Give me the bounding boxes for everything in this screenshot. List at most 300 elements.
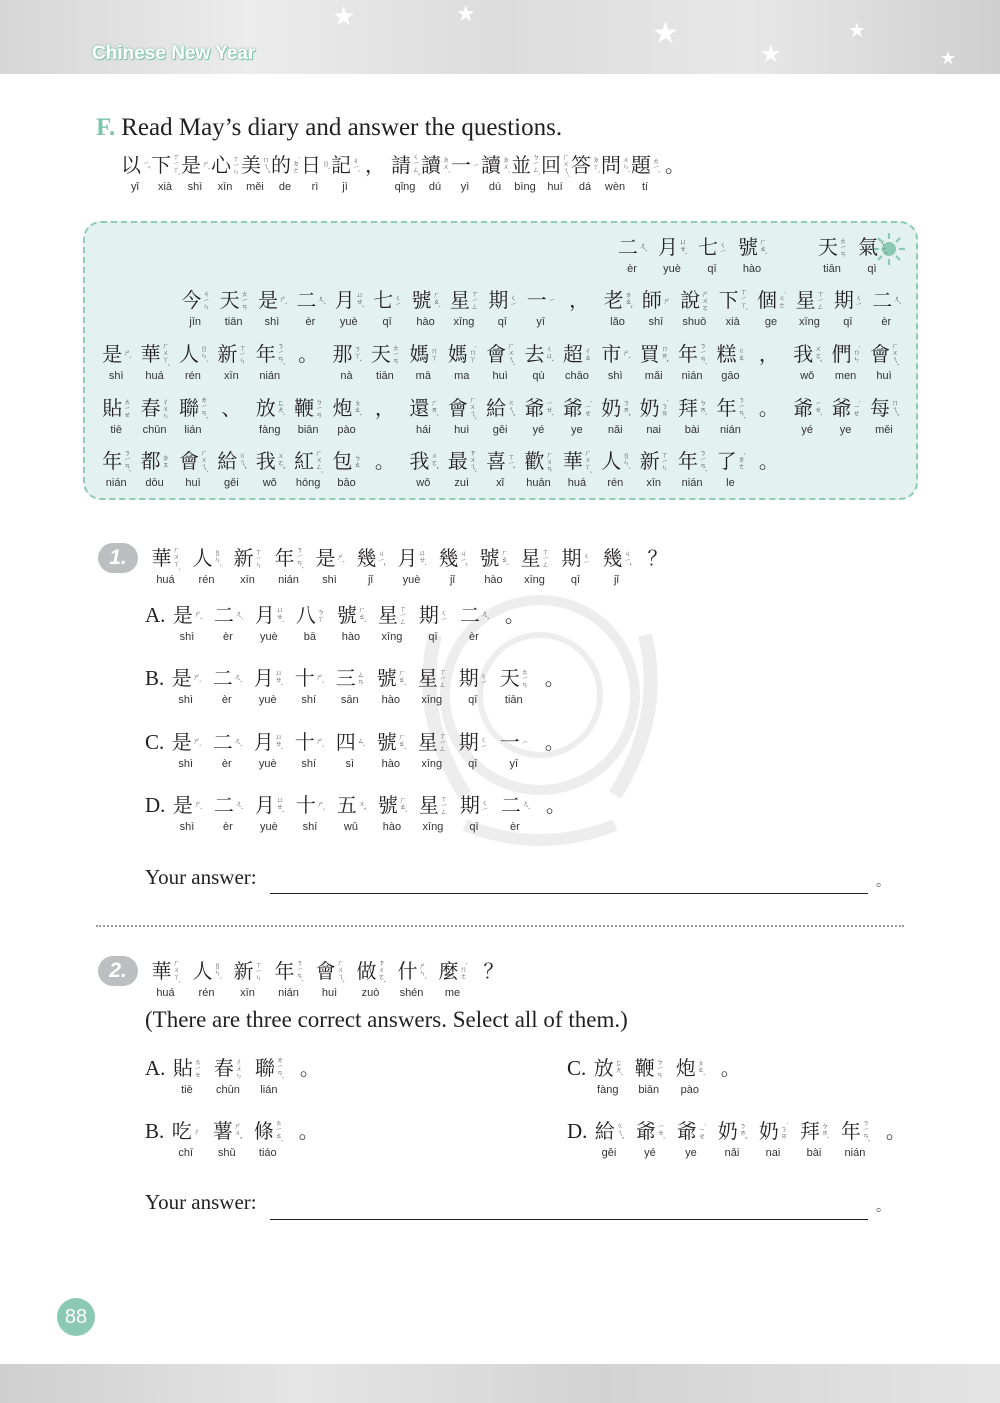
zhuyin-text: ㄋㄚˋ <box>353 345 362 363</box>
pinyin-text: xīn <box>224 370 239 382</box>
zhuyin-text: ㄩㄝˋ <box>275 606 284 624</box>
char-unit <box>329 727 370 771</box>
pinyin-text: ye <box>839 424 852 436</box>
hanzi-char: 星 <box>418 793 439 817</box>
char-top <box>451 150 479 180</box>
zhuyin-text: ㄑㄧ <box>480 798 489 812</box>
char-top <box>299 1116 319 1146</box>
char-unit <box>670 1116 711 1160</box>
pinyin-text: gěi <box>224 477 239 489</box>
zhuyin-text: ㄕˋ <box>336 552 345 564</box>
zhuyin-text: ㄇㄚ <box>430 347 439 361</box>
hanzi-char: 麼 <box>438 959 459 983</box>
q2-option-c[interactable] <box>567 1053 751 1097</box>
hanzi-char: 號 <box>377 793 398 817</box>
char-top <box>254 663 282 693</box>
char-unit <box>135 446 173 490</box>
hanzi-char: 二 <box>213 603 234 627</box>
zhuyin-text: ㄐㄧˇ <box>623 549 632 567</box>
hanzi-char: 期 <box>561 546 582 570</box>
char-top <box>221 393 241 423</box>
zhuyin-text: ㄏㄨㄚˊ <box>172 958 181 984</box>
char-unit <box>480 150 510 194</box>
hanzi-char: 。 <box>298 342 319 366</box>
hanzi-char: 一 <box>499 730 520 754</box>
char-top <box>759 446 779 476</box>
pinyin-text: qī <box>469 821 479 833</box>
char-top <box>716 393 744 423</box>
char-unit <box>135 393 173 437</box>
hanzi-char: 號 <box>479 546 500 570</box>
char-top <box>298 339 318 369</box>
zhuyin-text: ㄑㄧ <box>439 608 448 622</box>
pinyin-text: shì <box>179 821 195 833</box>
zhuyin-text: ㄕˋ <box>202 159 210 171</box>
char-unit <box>288 727 329 771</box>
zhuyin-text: ㄐㄧˇ <box>377 549 386 567</box>
zhuyin-text: ㄉㄚˊ <box>592 156 600 174</box>
zhuyin-text: ㄑㄧ <box>854 293 863 307</box>
zhuyin-text: ㄖㄣˊ <box>199 345 208 363</box>
pinyin-text: shì <box>264 316 280 328</box>
zhuyin-text: ㄈㄤˋ <box>614 1059 623 1077</box>
pinyin-text: fàng <box>597 1084 619 1096</box>
char-top <box>680 285 708 315</box>
pinyin-text: xīng <box>524 574 545 586</box>
pinyin-text: qī <box>497 316 507 328</box>
hanzi-char: 炮 <box>332 396 353 420</box>
page-number: 88 <box>57 1298 95 1336</box>
char-top <box>336 663 364 693</box>
char-top <box>418 727 446 757</box>
hanzi-char: 了 <box>716 449 737 473</box>
answer-field[interactable] <box>270 1219 868 1220</box>
zhuyin-text: ㄕㄨˇ <box>233 1122 242 1140</box>
q1-option-a[interactable] <box>145 600 535 644</box>
hanzi-char: 是 <box>102 342 123 366</box>
q2-option-b[interactable] <box>145 1116 329 1160</box>
zhuyin-text: ㄏㄨㄟˋ <box>336 958 345 984</box>
hanzi-char: 華 <box>151 546 172 570</box>
zhuyin-text: ˙ㄋㄞ <box>779 1122 788 1140</box>
pinyin-text: ye <box>571 424 583 436</box>
hanzi-char: 每 <box>870 396 890 420</box>
hanzi-char: 人 <box>192 959 213 983</box>
char-top <box>759 1116 787 1146</box>
hanzi-char: 星 <box>520 546 541 570</box>
char-unit <box>450 150 480 194</box>
hanzi-char: ？ <box>483 959 504 983</box>
hanzi-char: 是 <box>257 288 278 312</box>
char-top <box>214 1053 242 1083</box>
zhuyin-text: ㄩㄝˋ <box>679 238 687 256</box>
hanzi-char: 新 <box>233 959 254 983</box>
zhuyin-text: ㄏㄠˋ <box>500 549 509 567</box>
hanzi-char: 下 <box>151 153 171 177</box>
pinyin-text: gěi <box>492 424 508 436</box>
hanzi-char: 奶 <box>639 396 660 420</box>
q1-option-b[interactable] <box>145 663 575 707</box>
char-top <box>738 232 766 262</box>
answer-field[interactable] <box>270 893 868 894</box>
hanzi-char: 是 <box>171 666 192 690</box>
char-top <box>300 1053 320 1083</box>
hanzi-char: 期 <box>488 288 509 312</box>
q2-option-a[interactable] <box>145 1053 330 1097</box>
hanzi-char: 今 <box>181 288 202 312</box>
char-unit <box>443 339 481 383</box>
char-unit <box>145 543 186 587</box>
zhuyin-text: ㄦˋ <box>234 609 243 621</box>
pinyin-text: tí <box>641 181 649 193</box>
zhuyin-text: ㄊㄧㄠˊ <box>274 1119 283 1143</box>
char-unit <box>174 393 212 437</box>
zhuyin-text: ㄏㄨㄚˊ <box>172 545 181 571</box>
char-top <box>331 150 359 180</box>
char-top <box>419 790 447 820</box>
pinyin-text: nián <box>844 1147 866 1159</box>
zhuyin-text: ㄏㄨㄚˊ <box>583 448 592 474</box>
hanzi-char: 爺 <box>831 396 852 420</box>
hanzi-char: 爺 <box>635 1119 656 1143</box>
zhuyin-text: ㄊㄧㄝ <box>193 1058 202 1078</box>
zhuyin-text: ㄋㄧㄢˊ <box>295 546 304 570</box>
char-unit <box>371 600 412 644</box>
zhuyin-text: ㄕˋ <box>278 294 287 306</box>
zhuyin-text: ㄊㄧㄝ <box>123 398 132 418</box>
char-top <box>412 285 440 315</box>
char-top <box>220 285 248 315</box>
char-unit <box>634 446 672 490</box>
zhuyin-text: ㄒㄧㄥ <box>816 290 825 310</box>
pinyin-text: nián <box>278 574 299 586</box>
pinyin-text: qī <box>843 316 853 328</box>
pinyin-text: dú <box>488 181 502 193</box>
char-top <box>141 393 169 423</box>
char-unit <box>371 790 412 834</box>
option-label: B. <box>145 1119 165 1143</box>
zhuyin-text: ㄨㄛˇ <box>276 452 285 470</box>
hanzi-char: 二 <box>212 666 233 690</box>
char-unit <box>289 600 330 644</box>
pinyin-text: huì <box>321 987 338 999</box>
pinyin-text: shí <box>301 694 317 706</box>
pinyin-text: èr <box>221 694 232 706</box>
pinyin-text: wǒ <box>262 477 277 489</box>
char-unit <box>445 285 483 329</box>
hanzi-char: 聯 <box>254 1056 275 1080</box>
char-unit <box>865 339 903 383</box>
hanzi-char: 個 <box>757 288 778 312</box>
char-unit <box>493 663 534 707</box>
char-unit <box>180 150 210 194</box>
star-icon: ★ <box>652 16 679 51</box>
hanzi-char: 人 <box>192 546 213 570</box>
hanzi-char: 都 <box>140 449 161 473</box>
diary-line <box>97 446 788 490</box>
char-top <box>782 232 802 262</box>
pinyin-text: pào <box>337 424 356 436</box>
char-unit <box>711 393 749 437</box>
char-top <box>151 150 179 180</box>
char-unit <box>558 339 596 383</box>
char-unit <box>788 339 826 383</box>
pinyin-text: yuè <box>663 263 681 275</box>
zhuyin-text: ㄍㄠ <box>737 347 746 361</box>
zhuyin-text: ㄈㄤˋ <box>276 399 285 417</box>
pinyin-text: tiáo <box>258 1147 277 1159</box>
char-unit <box>598 285 636 329</box>
hanzi-char: 吃 <box>171 1119 192 1143</box>
char-top <box>618 232 646 262</box>
char-unit <box>558 393 596 437</box>
char-unit <box>330 790 371 834</box>
hanzi-char: 爺 <box>562 396 583 420</box>
pinyin-text: ma <box>454 370 470 382</box>
char-top <box>256 446 284 476</box>
hanzi-char: 是 <box>172 793 193 817</box>
hanzi-char: 天 <box>499 666 520 690</box>
zhuyin-text: ㄦˋ <box>233 736 242 748</box>
zhuyin-text: ㄖㄣˊ <box>213 962 222 980</box>
hanzi-char: 。 <box>544 666 565 690</box>
pinyin-text: nǎi <box>724 1147 740 1159</box>
pinyin-text: nián <box>105 477 127 489</box>
char-unit <box>629 1116 670 1160</box>
pinyin-text: qī <box>570 574 581 586</box>
char-unit <box>176 285 214 329</box>
q2-option-d[interactable] <box>567 1116 916 1160</box>
pinyin-text: yuè <box>339 316 358 328</box>
char-unit <box>752 1116 793 1160</box>
pinyin-text: jīn <box>189 316 201 328</box>
zhuyin-text: ㄒㄧㄥ <box>439 795 448 815</box>
char-unit <box>829 285 867 329</box>
zhuyin-text: ˙ㄧㄝ <box>697 1122 706 1140</box>
char-top <box>214 600 242 630</box>
hanzi-char: 心 <box>211 153 231 177</box>
char-unit <box>207 1053 248 1097</box>
diary-line <box>97 393 903 437</box>
pinyin-text: qī <box>382 316 392 328</box>
q1-option-c[interactable] <box>145 727 575 771</box>
zhuyin-text: ㄒㄧㄣ <box>254 548 263 568</box>
zhuyin-text: ㄐㄧˇ <box>459 549 468 567</box>
char-unit <box>432 956 473 1000</box>
hanzi-char: 期 <box>833 288 854 312</box>
char-top <box>141 446 169 476</box>
zhuyin-text: ㄏㄠˋ <box>357 606 366 624</box>
char-unit <box>673 339 711 383</box>
char-unit <box>692 232 732 276</box>
pinyin-text: biān <box>638 1084 660 1096</box>
pinyin-text: qì <box>867 263 877 275</box>
char-unit <box>634 339 672 383</box>
hanzi-char: 。 <box>299 1056 320 1080</box>
zhuyin-text: ˙ㄧㄝ <box>583 399 592 417</box>
pinyin-text: bìng <box>514 181 536 193</box>
char-top <box>375 446 395 476</box>
pinyin-text: xīng <box>453 316 475 328</box>
pinyin-text: èr <box>221 758 232 770</box>
hanzi-char: 喜 <box>486 449 507 473</box>
hanzi-char: 一 <box>451 153 471 177</box>
hanzi-char: 星 <box>377 603 398 627</box>
char-top <box>271 150 299 180</box>
hanzi-char: 人 <box>601 449 622 473</box>
pinyin-text: shì <box>108 370 124 382</box>
hanzi-char: 幾 <box>602 546 623 570</box>
zhuyin-text: ㄨㄛˇ <box>430 452 439 470</box>
char-unit <box>120 150 150 194</box>
char-unit <box>327 393 365 437</box>
hanzi-char: 記 <box>331 153 351 177</box>
hanzi-char: 包 <box>332 449 353 473</box>
pinyin-text: yé <box>532 424 545 436</box>
char-unit <box>309 956 350 1000</box>
pinyin-text: rén <box>198 987 215 999</box>
hanzi-char: 是 <box>172 603 193 627</box>
char-unit <box>481 446 519 490</box>
char-top <box>378 600 406 630</box>
char-unit <box>710 1053 751 1097</box>
hanzi-char: 星 <box>795 288 816 312</box>
instruction-line <box>120 150 690 194</box>
char-unit <box>360 150 390 194</box>
star-icon: ★ <box>456 2 476 27</box>
zhuyin-text: ㄧㄝˊ <box>545 399 554 417</box>
zhuyin-text: ㄨˇ <box>357 799 366 811</box>
diary-line <box>176 285 905 329</box>
pinyin-text: yì <box>460 181 470 193</box>
char-top <box>635 1053 663 1083</box>
zhuyin-text: ㄑㄩˋ <box>545 345 554 363</box>
char-top <box>640 393 668 423</box>
hanzi-char: 會 <box>870 342 890 366</box>
pinyin-text: hào <box>381 758 400 770</box>
char-unit <box>289 393 327 437</box>
zhuyin-text: ㄒㄧˇ <box>507 452 516 470</box>
zhuyin-text: ㄅㄚ <box>316 608 325 622</box>
hanzi-char: 拜 <box>799 1119 820 1143</box>
hanzi-char: 年 <box>102 449 123 473</box>
hanzi-char: 月 <box>253 666 274 690</box>
char-top <box>102 339 130 369</box>
char-top <box>793 393 821 423</box>
pinyin-text: xīn <box>217 181 233 193</box>
char-unit <box>166 1053 207 1097</box>
hanzi-char: 月 <box>397 546 418 570</box>
pinyin-text: nián <box>681 370 703 382</box>
hanzi-char: 炮 <box>675 1056 696 1080</box>
pinyin-text: men <box>834 370 857 382</box>
char-top <box>255 1053 283 1083</box>
zhuyin-text: ㄒㄧㄚˋ <box>739 288 748 312</box>
char-top <box>459 663 487 693</box>
section-title <box>96 114 562 142</box>
pinyin-text: tiān <box>823 263 841 275</box>
pinyin-text: dá <box>578 181 592 193</box>
hanzi-char: 我 <box>409 449 430 473</box>
question-2-instruction: (There are three correct answers. Select all of them.) <box>145 1007 628 1032</box>
zhuyin-text: ㄩㄝˋ <box>275 796 284 814</box>
char-unit <box>812 232 852 276</box>
zhuyin-text: ㄧㄝˊ <box>656 1122 665 1140</box>
zhuyin-text: ˙ㄇㄜ <box>459 962 468 980</box>
char-top <box>179 446 207 476</box>
option-label: D. <box>145 793 166 817</box>
hanzi-char: 讀 <box>421 153 441 177</box>
pinyin-text: jǐ <box>450 574 455 586</box>
char-unit <box>206 663 247 707</box>
char-top <box>296 790 324 820</box>
hanzi-char: 給 <box>594 1119 615 1143</box>
char-top <box>484 956 504 986</box>
pinyin-text: sān <box>340 694 359 706</box>
zhuyin-text: ㄦˋ <box>234 799 243 811</box>
char-top <box>658 232 686 262</box>
hanzi-char: 二 <box>500 793 521 817</box>
pinyin-text: shì <box>607 370 623 382</box>
char-top <box>886 1116 906 1146</box>
char-unit <box>570 150 600 194</box>
char-top <box>256 393 284 423</box>
q1-option-d[interactable] <box>145 790 576 834</box>
pinyin-text: zuò <box>361 987 380 999</box>
zhuyin-text: ㄧ <box>472 162 480 168</box>
char-unit <box>212 339 250 383</box>
zhuyin-text: ㄐㄧˋ <box>352 156 360 174</box>
char-unit <box>412 790 453 834</box>
section-letter: F. <box>96 114 116 141</box>
pinyin-text: hào <box>381 694 400 706</box>
char-unit <box>391 543 432 587</box>
hanzi-char: 星 <box>417 730 438 754</box>
zhuyin-text: ㄇㄟˇ <box>891 399 899 417</box>
char-top <box>213 663 241 693</box>
section-divider <box>96 925 904 927</box>
char-top <box>521 543 549 573</box>
pinyin-text: gāo <box>721 370 740 382</box>
char-unit <box>247 1116 288 1160</box>
char-unit <box>214 285 252 329</box>
hanzi-char: 會 <box>178 449 199 473</box>
hanzi-char: 市 <box>601 342 622 366</box>
char-top <box>546 790 566 820</box>
char-unit <box>534 663 575 707</box>
hanzi-char: 紅 <box>294 449 315 473</box>
pinyin-text: èr <box>223 821 233 833</box>
hanzi-char: 新 <box>217 342 238 366</box>
zhuyin-text: ㄕˋ <box>193 799 202 811</box>
pinyin-text: huá <box>145 370 164 382</box>
hanzi-char: 爺 <box>524 396 545 420</box>
hanzi-char: 年 <box>716 396 737 420</box>
pinyin-text: lián <box>260 1084 278 1096</box>
hanzi-char: 給 <box>486 396 507 420</box>
zhuyin-text: ㄏㄠˋ <box>397 669 406 687</box>
hanzi-char: 。 <box>885 1119 906 1143</box>
question-2-text <box>145 956 514 1000</box>
pinyin-text: èr <box>305 316 316 328</box>
char-top <box>527 285 555 315</box>
zhuyin-text: ㄒㄧㄣ <box>232 155 240 175</box>
zhuyin-text: ㄌㄧㄢˊ <box>199 396 208 420</box>
char-top <box>217 446 245 476</box>
hanzi-char: 給 <box>217 449 238 473</box>
pinyin-text: de <box>278 181 292 193</box>
hanzi-char: 讀 <box>481 153 501 177</box>
